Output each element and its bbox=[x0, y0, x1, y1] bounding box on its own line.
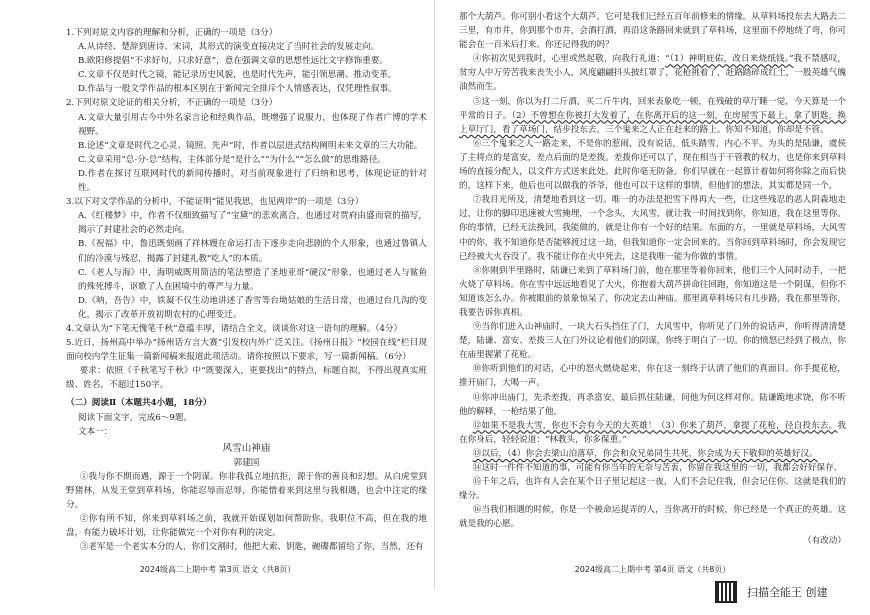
story-paragraph-15: ⑮千年之后，也许有人会在某个日子里记起这一夜，人们不会记住我，但会记住你。这就是我们的缘分。 bbox=[459, 477, 846, 502]
p5-text-c: 结步投东去，三个鬼来之人正在赶来的路上。你知不知道，你却是不管。 bbox=[553, 124, 829, 135]
p4-text-c: 我不禁感叹，贫穷人中万劳苦我来丧失小人，风度翩翩抖头披红罩了，花枪挑着了，赶路踏碎成红土，一股英雄气魄油然而生。 bbox=[459, 54, 846, 93]
story-paragraph-13: ⑬以后，（4）你会去梁山泊落草，你会和众兄弟同生共死，你会成为天下敬仰的英雄好汉。 bbox=[472, 448, 818, 459]
scanner-watermark bbox=[715, 578, 865, 606]
q2-option-d: D.作者在探讨互联网时代的新闻传播时，对当前现象进行了归纳和思考，体现论证的针对性。 bbox=[78, 168, 427, 194]
q2-option-a: A.文章大量引用古今中外名家言论和经典作品，既增强了说服力，也体现了作者广博的学术视野。 bbox=[78, 112, 427, 137]
q5-stem: 5.近日，扬州高中举办“扬州话方言大赛”引发校内外广泛关注。《扬州日报》“校园在线”栏目现面向校内学生征集一篇新闻稿来报道此项活动。请你按照以下要求，写一篇新闻稿。（6分） bbox=[66, 338, 427, 363]
q2-stem: 2.下列对原文论证的相关分析，不正确的一项是（3分） bbox=[66, 98, 278, 109]
left-page bbox=[0, 0, 435, 590]
right-page-footer: 2024级高二上期中考 第4页 语文（共8页） bbox=[574, 565, 731, 574]
p4-text-a: ④你初次见到我时，心里或然起敬，向我行礼道： bbox=[472, 54, 666, 65]
q3-option-c: C.《老人与海》中，海明威既用简洁的笔法塑造了圣地亚哥“硬汉”形象，也通过老人与鲨鱼的殊死搏斗，讴歌了人在困境中的尊严与力量。 bbox=[78, 267, 427, 292]
story-paragraph-14: ⑭这时一件件不知道的事，可能有你当年的无奈与苦衷，你留在我这里的一切，我都会好好保存。 bbox=[472, 463, 843, 473]
story-paragraph-10: ⑩你听到他们的对话，心中的怒火燃烧起来，你在这一刻终于认清了他们的真面目。你手提花枪，推开庙门，大喝一声。 bbox=[459, 364, 846, 389]
q5-requirement: 要求：依照《千秋笔写千秋》中“既要深入，更要找出”的特点，标题自拟，不得出现真实班级、姓名，不超过150字。 bbox=[66, 366, 427, 391]
story-paragraph-11: ⑪你冲出庙门，先杀差拨，再杀富安，最后抓住陆谦，问他为何这样对你。陆谦跪地求饶，你不听他的解释，一枪结果了他。 bbox=[459, 392, 846, 417]
section-heading: （二）阅读Ⅱ（本题共4小题，18分） bbox=[66, 398, 212, 409]
story-paragraph-1: ①我与你不期而遇，源于一个阴谋。你非我孤立地抗拒，源于你的善良和幻想。从白虎堂到野猪林，从发王堂到草料场，你能忍辱而忍辱，你能惜着来到这里与我相遇，也会中注定的缘分。 bbox=[66, 471, 427, 510]
story-paragraph-16: ⑯当我们相遇的时候，你是一个被命运捉弄的人，当你离开的时候，你已经是一个真正的英雄。这就是我的心愿。 bbox=[459, 505, 846, 530]
underlined-sentence-1: “（1）神明庇佑，改日来烧纸钱。” bbox=[665, 54, 794, 65]
story-paragraph-4 bbox=[459, 52, 846, 94]
qr-code-icon bbox=[715, 581, 737, 603]
story-paragraph-8: ⑧你刚到半里路时，陆谦已来到了草料场门前，他在那里等着你回来，他们三个人同时动手，一把火烧了草料场。你在雪中远远地看见了大火，你抱着大葫芦拼命往回跑，你知道这是一个阴谋，但你不知道该怎么办。你被眼前的景象惊呆了，你决定去山神庙。那里离草料场只有几步路，我在那里等你，我要告诉你真相。 bbox=[459, 265, 846, 318]
story-paragraph-2: ②你有所不知，你来到草料场之前，我就开始谋划如何帮助你。我职位不高，但在我的地盘，有能力破坏计划，让你能做完一个对你有利的决定。 bbox=[66, 514, 427, 539]
story-paragraph-6: ⑥三个鬼来之人一路走来，不是你的惹闹，没有说话，低头踏雪，内心不平。为头的是陆谦，虞侯了主将点的是富安，差点后面的是差拨。差拨你还可以了，现在相当于干管教的权力，也是你来到草料场的直接分配人，以文件方式送来此处。此时你毫无防备。你们早就在一起算计着如何将你除之而后快的，这样下来，他后也可以做我的爷爷，他也可以干这样的事情，但他们的想法，其实都是同一个。 bbox=[459, 138, 846, 192]
right-page bbox=[435, 0, 870, 590]
story-title: 风雪山神庙 bbox=[222, 442, 271, 454]
story-paragraph-3: ③老军是一个老实本分的人，你们交割时，他把大索、钥匙，碗碟都留给了你，当然，还有 bbox=[79, 542, 424, 553]
q1-option-c: C.文章不仅是时代之镜，能记录历史风貌，也是时代先声，能引领思潮、推动变革。 bbox=[78, 70, 397, 81]
q2-option-c: C.文章采用“总-分-总”结构，主体部分是“是什么”“为什么”“怎么做”的思维路径。 bbox=[78, 154, 386, 165]
q4-stem: 4.文章认为“下笔无愧笔千秋”意蕴丰厚，请结合全文，谈谈你对这一语句的理解。（4分） bbox=[66, 323, 403, 334]
story-paragraph-3-continued: 那个大葫芦。你可别小看这个大葫芦，它可是我们已经五百年前修来的情缘。从草料场投东去大路去二三里，有市井，你到那个市井，会酒打酒，再沿这条路回来就到了草料场，这里面不停地绕了弯，你可能会在一百米后打来。你还记得我的吗？ bbox=[459, 12, 846, 51]
story-author: 郭建国 bbox=[233, 457, 260, 468]
underlined-sentence-2: （2）不曾想在你被打大发着了，在你离开后的这一刻，在房屋雪下最上，拿了钥匙，换上草厅门，看了草场门， bbox=[459, 110, 846, 135]
story-paragraph-7: ⑦我目光所及，清楚地看到这一切。唯一的办法是把雪下得再大一些，让这些残忍的恶人阴森地走过，让你的脚印迅速被大雪掩埋，一个念头，大风雪，就让我一时间找到你，你知道，我在这里等你。你的事情，已经无法挽回，我能做的，就是让你有一个好的结果。东面的方，一里就是草料场，大风雪中的你，我不知道你是否能够渡过这一劫，但我知道你一定会回来的。当你回到草料场时，你会发现它已经被大火吞没了。我不能让你在火中死去，这是我唯一能为你做的事情。 bbox=[459, 195, 846, 262]
q2-option-b: B.论述“文章是时代之心灵、镜照、先声”时，作者以层进式结构阐明未来文章的三大功能。 bbox=[78, 140, 423, 151]
q3-option-a: A.《红楼梦》中，作者不仅细致描写了“宝黛”的悲欢离合，也通过对贾府由盛而衰的描写，揭示了封建社会的必然走向。 bbox=[78, 211, 427, 236]
q3-stem: 3.以下对文学作品的分析中，不能证明“能见我思，也见两岸”的一项是（3分） bbox=[66, 197, 364, 208]
p12-text-a: ⑫如果不是我大雪，你也不会有今天的大英雄！（3）你来了葫芦，拿提了花枪，径自投东去。 bbox=[472, 420, 838, 431]
watermark-text: 扫描全能王 创建 bbox=[747, 586, 828, 599]
q1-stem: 1.下列对原文内容的理解和分析，正确的一项是（3分） bbox=[66, 28, 278, 38]
story-paragraph-9: ⑨当你们进入山神庙时，一块大石头挡住了门，大风雪中，你听见了门外的说话声，你听得清清楚楚，陆谦、富安、差拨三人在门外议论着他们的阴谋，你终于明白了一切。你的愤怒已经到了极点，你在庙里握紧了花枪。 bbox=[459, 322, 846, 361]
q1-option-b: B.欧阳修提倡“不求好句，只求好意”，意在强调文章的思想性远比文字修饰重要。 bbox=[78, 56, 389, 67]
q3-option-b: B.《祝福》中，鲁迅既刻画了祥林嫂在命运打击下逐步走向悲剧的个人形象，也通过鲁镇人们的冷漠与残忍，揭露了封建礼教“吃人”的本质。 bbox=[78, 239, 427, 264]
p5-text-a: ⑤这一刻，你以为打二斤酒，买二斤牛肉，回来表象吃一顿，在残破的草厅睡一觉，今天算是一个平常的日子。 bbox=[459, 96, 846, 121]
story-paragraph-5 bbox=[459, 95, 846, 137]
reading-instruction: 阅读下面文字，完成6～9题。 bbox=[78, 412, 193, 423]
q3-option-d: D.《呐，吾告》中，铁凝不仅生动地讲述了香雪等台坳姑娘的生活日常，也通过台几沟的变化，揭示了改革开放初期农村的心理变迁。 bbox=[78, 295, 427, 320]
story-paragraph-12 bbox=[459, 419, 846, 447]
p12-text-b: 我在你身后，轻轻说道：“林教头，你多保重。” bbox=[459, 420, 846, 445]
q1-option-d: D.作品与一般文学作品的根本区别在于新闻完全排斥个人情感表达，仅凭理性叙事。 bbox=[78, 84, 397, 95]
left-page-footer: 2024级高二上期中考 第3页 语文（共8页） bbox=[139, 565, 296, 574]
adaptation-note: （有改动） bbox=[803, 536, 846, 547]
text-label: 文本一： bbox=[78, 426, 113, 437]
q1-option-a: A.从诗经、楚辞到唐诗、宋词，其形式的演变直接决定了当时社会的发展走向。 bbox=[78, 42, 380, 53]
